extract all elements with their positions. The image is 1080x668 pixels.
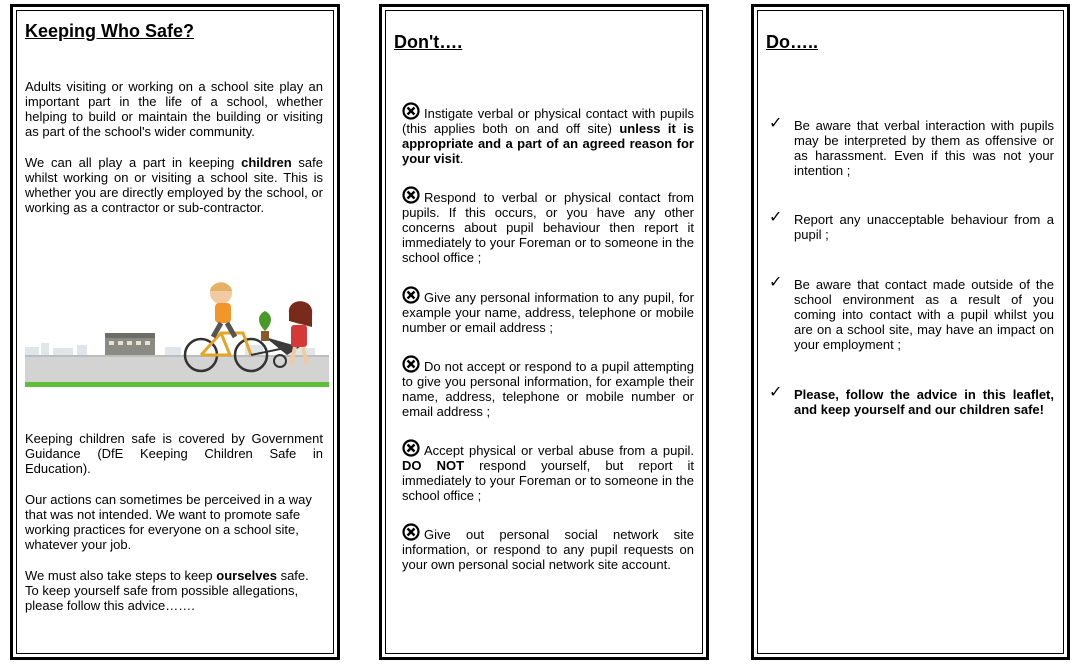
cyclist-figure-icon	[210, 282, 235, 337]
cross-circle-icon	[402, 286, 420, 304]
cross-circle-icon	[402, 439, 420, 457]
dont-title: Don't….	[394, 32, 463, 52]
do-item: ✓ Be aware that verbal interaction with pupils may be interpreted by them as offensive or as harassment. Even if this was not your intention ;	[769, 113, 1054, 178]
do-item: ✓ Report any unacceptable behaviour from a pupil ;	[769, 207, 1054, 242]
cross-circle-icon	[402, 355, 420, 373]
middle-panel	[379, 4, 709, 660]
dont-item: Respond to verbal or physical contact from pupils. If this occurs, or you have any other concerns about pupil behaviour then report it immediately to your Foreman or to someone in the school office ;	[402, 190, 694, 265]
checkmark-icon: ✓	[769, 382, 783, 401]
dont-item: Do not accept or respond to a pupil attempting to give you personal information, for example their name, address, telephone or mobile number or email address ;	[402, 359, 694, 419]
checkmark-icon: ✓	[769, 113, 783, 132]
dont-item: Accept physical or verbal abuse from a pupil. DO NOT respond yourself, but report it immediately to your Foreman or to someone in the school office ;	[402, 443, 694, 503]
cross-circle-icon	[402, 102, 420, 120]
left-panel-title: Keeping Who Safe?	[25, 21, 195, 41]
perception-paragraph: Our actions can sometimes be perceived in a way that was not intended. We want to promote safe working practices for everyone on a school site, whatever your job.	[25, 492, 312, 552]
do-item: ✓ Please, follow the advice in this leaflet, and keep yourself and our children safe!	[769, 382, 1054, 417]
dont-item: Give any personal information to any pupil, for example your name, address, telephone or mobile number or email address ;	[402, 290, 694, 335]
do-item: ✓ Be aware that contact made outside of the school environment as a result of you coming into contact with a pupil whilst you are on a school site, may have an impact on your employment ;	[769, 272, 1054, 352]
checkmark-icon: ✓	[769, 207, 783, 226]
cyclist-illustration	[25, 275, 329, 387]
school-building-icon	[105, 333, 155, 355]
right-panel	[751, 4, 1070, 660]
dont-item: Give out personal social network site information, or respond to any pupil requests on your own personal social network site account.	[402, 527, 694, 572]
children-paragraph: We can all play a part in keeping children safe whilst working on or visiting a school site. This is whether you are directly employed by the school, or working as a contractor or sub-contractor.	[25, 155, 323, 215]
guidance-paragraph: Keeping children safe is covered by Government Guidance (DfE Keeping Children Safe in Education).	[25, 431, 323, 476]
do-title: Do…..	[766, 32, 818, 52]
left-panel	[10, 4, 340, 660]
ourselves-paragraph: We must also take steps to keep ourselves safe. To keep yourself safe from possible allegations, please follow this advice…….	[25, 568, 309, 613]
cross-circle-icon	[402, 186, 420, 204]
dont-item: Instigate verbal or physical contact with pupils (this applies both on and off site) unless it is appropriate and a part of an agreed reason for your visit.	[402, 106, 694, 166]
cross-circle-icon	[402, 523, 420, 541]
intro-paragraph: Adults visiting or working on a school site play an important part in the life of a school, whether helping to build or maintain the building or visiting as part of the school's wider community.	[25, 79, 323, 139]
checkmark-icon: ✓	[769, 272, 783, 291]
